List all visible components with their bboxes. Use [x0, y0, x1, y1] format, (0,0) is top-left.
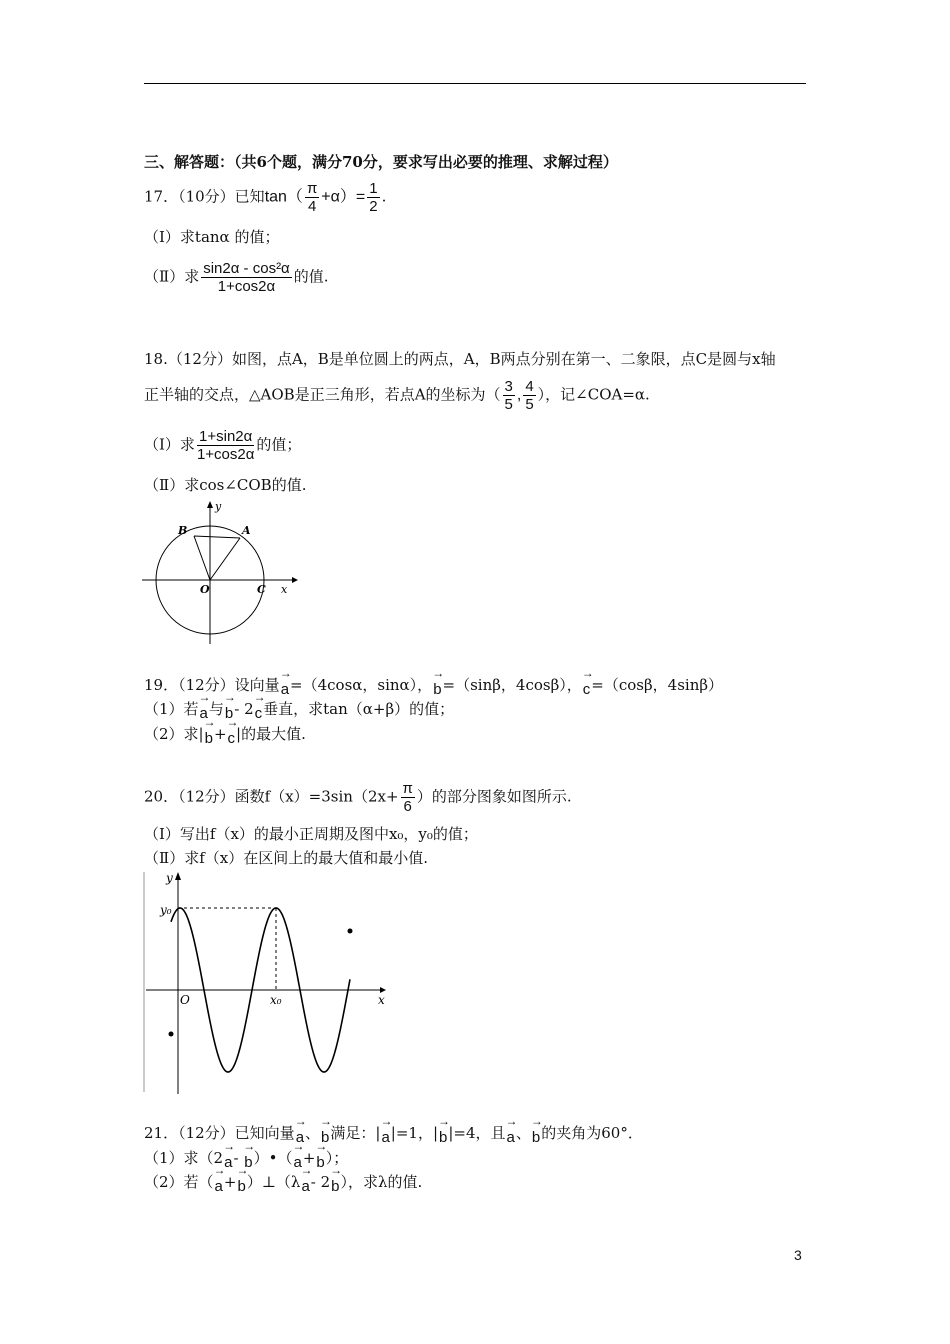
vector-a: → a	[223, 1152, 233, 1174]
q18-frac-3-5: $\frac{3}{5}$	[504, 378, 513, 413]
vector-a: → a	[199, 703, 209, 725]
q17-part2-pre: （Ⅱ）求	[144, 267, 200, 286]
q19-p1-b: 与	[208, 700, 224, 718]
vector-b: → b	[315, 1152, 325, 1174]
q19-p1-c: - 2	[234, 700, 254, 718]
q18-comma: ,	[516, 386, 522, 404]
q19-p1-d: 垂直，求tan（α+β）的值；	[263, 700, 455, 718]
q21-l1-d: |=4，且	[448, 1124, 506, 1142]
q20-sine-graph-figure	[142, 868, 392, 1096]
vector-a: → a	[380, 1127, 390, 1149]
q19-part1	[144, 698, 454, 725]
vector-a: → a	[280, 679, 290, 701]
q18-line1: 18.（12分）如图，点A，B是单位圆上的两点，A，B两点分别在第一、二象限，点C是圆与x轴	[144, 350, 776, 368]
q19-text-a: 19．（12分）设向量	[144, 676, 280, 694]
q18-line2-pre: 正半轴的交点，△AOB是正三角形，若点A的坐标为（	[144, 385, 501, 404]
vector-b: → b	[224, 703, 234, 725]
q20-head-pre: 20．（12分）函数f（x）=3sin（2x+	[144, 787, 399, 806]
q20-part2: （Ⅱ）求f（x）在区间上的最大值和最小值.	[144, 849, 428, 867]
vector-b: → b	[432, 679, 442, 701]
q18-part1	[144, 428, 301, 463]
q20-frac-pi-6: $\frac{\pi}{6}$	[402, 780, 413, 815]
q21-sep: 、	[305, 1124, 321, 1142]
q19-p2-a: （2）求|	[144, 725, 204, 743]
q19-text-c: =（sinβ，4cosβ），	[442, 676, 582, 694]
q21-p2-b: +	[223, 1173, 237, 1191]
q21-p1-d: +	[302, 1149, 316, 1167]
vector-a: → a	[506, 1127, 516, 1149]
vector-b: → b	[330, 1176, 340, 1198]
q19-text-b: =（4cosα，sinα），	[290, 676, 433, 694]
vector-b: → b	[204, 728, 214, 750]
q21-l1-c: |=1，|	[390, 1124, 439, 1142]
vector-b: → b	[320, 1127, 330, 1149]
q18-fig-y-label: y	[215, 500, 222, 513]
vector-a: → a	[214, 1176, 224, 1198]
vector-c: → c	[227, 728, 237, 750]
vector-c: → c	[582, 679, 592, 701]
q18-line2	[144, 378, 650, 413]
q18-fig-A-label: A	[242, 524, 251, 537]
vector-b: → b	[531, 1127, 541, 1149]
vector-b: → b	[438, 1127, 448, 1149]
page-number: 3	[794, 1247, 802, 1263]
vector-a: → a	[300, 1176, 310, 1198]
q21-sep: 、	[515, 1124, 531, 1142]
q17-part1: （Ⅰ）求tanα 的值；	[144, 228, 280, 246]
header-rule	[144, 83, 806, 84]
q20-fig-x-label: x	[378, 993, 385, 1007]
q20-statement	[144, 780, 572, 815]
q18-part2: （Ⅱ）求cos∠COB的值.	[144, 476, 307, 494]
q21-part2	[144, 1171, 422, 1198]
q19-part2	[144, 723, 306, 750]
vector-b: → b	[236, 1176, 246, 1198]
q17-frac-1-2: $\frac{1}{2}$	[369, 180, 378, 215]
q18-frac-4-5: $\frac{4}{5}$	[525, 378, 534, 413]
q17-part2	[144, 260, 329, 295]
q20-head-post: ）的部分图象如图所示.	[416, 787, 572, 806]
q21-p1-e: ）；	[325, 1149, 349, 1167]
q18-fig-C-label: C	[257, 583, 266, 596]
q19-p2-b: |的最大值.	[236, 725, 306, 743]
q17-frac-pi-4: $\frac{\pi}{4}$	[306, 180, 318, 215]
q18-part1-fraction: $\frac{1+\sin 2\alpha}{1+\cos 2\alpha}$	[196, 428, 255, 463]
q18-part1-post: 的值；	[256, 435, 302, 454]
q17-statement	[144, 180, 386, 215]
q21-p1-c: ）•（	[253, 1149, 293, 1167]
q21-statement	[144, 1122, 643, 1149]
q21-p2-e: ），求λ的值.	[340, 1173, 423, 1191]
q18-line2-post: ），记∠COA=α.	[537, 385, 650, 404]
q17-tan: tan（	[264, 188, 303, 206]
vector-c: → c	[254, 703, 264, 725]
vector-b: → b	[243, 1152, 253, 1174]
vector-a: → a	[295, 1127, 305, 1149]
q20-fig-O-label: O	[180, 993, 190, 1007]
q21-p2-c: ）⊥（λ	[246, 1173, 301, 1191]
q21-p1-b: -	[233, 1149, 244, 1167]
q17-head: 17．（10分）已知	[144, 187, 265, 206]
q19-p1-a: （1）若	[144, 700, 199, 718]
q19-text-d: =（cosβ，4sinβ）	[591, 676, 724, 694]
q21-l1-a: 21．（12分）已知向量	[144, 1124, 295, 1142]
q20-part1: （Ⅰ）写出f（x）的最小正周期及图中x₀，y₀的值；	[144, 825, 478, 843]
q21-p2-d: - 2	[310, 1173, 331, 1191]
q17-part2-fraction: $\frac{\text{sin2α - cos²α}}{1+\cos 2\alpha}$	[203, 260, 290, 295]
q20-fig-x0-label: x₀	[270, 993, 282, 1007]
q20-fig-y0-label: y₀	[160, 903, 172, 917]
q21-p2-a: （2）若（	[144, 1173, 214, 1191]
q19-p2-plus: +	[213, 725, 227, 743]
q21-p1-a: （1）求（2	[144, 1149, 224, 1167]
q20-fig-y-label: y	[166, 871, 173, 885]
q18-fig-x-label: x	[281, 583, 288, 596]
q18-fig-B-label: B	[178, 524, 188, 537]
q18-part1-pre: （Ⅰ）求	[144, 435, 195, 454]
q17-end: .	[381, 187, 387, 206]
q21-l1-e: 的夹角为60°．	[541, 1124, 643, 1142]
vector-a: → a	[292, 1152, 302, 1174]
curve-end-point	[348, 929, 353, 934]
section-title: 三、解答题：（共6个题，满分70分，要求写出必要的推理、求解过程）	[144, 153, 618, 171]
q21-l1-b: 满足：|	[330, 1124, 381, 1142]
q17-part2-post: 的值.	[293, 267, 329, 286]
q18-fig-O-label: O	[200, 583, 210, 596]
q18-unit-circle-figure	[140, 498, 300, 648]
q17-plus-alpha: +α）=	[321, 188, 366, 206]
curve-start-point	[169, 1032, 174, 1037]
